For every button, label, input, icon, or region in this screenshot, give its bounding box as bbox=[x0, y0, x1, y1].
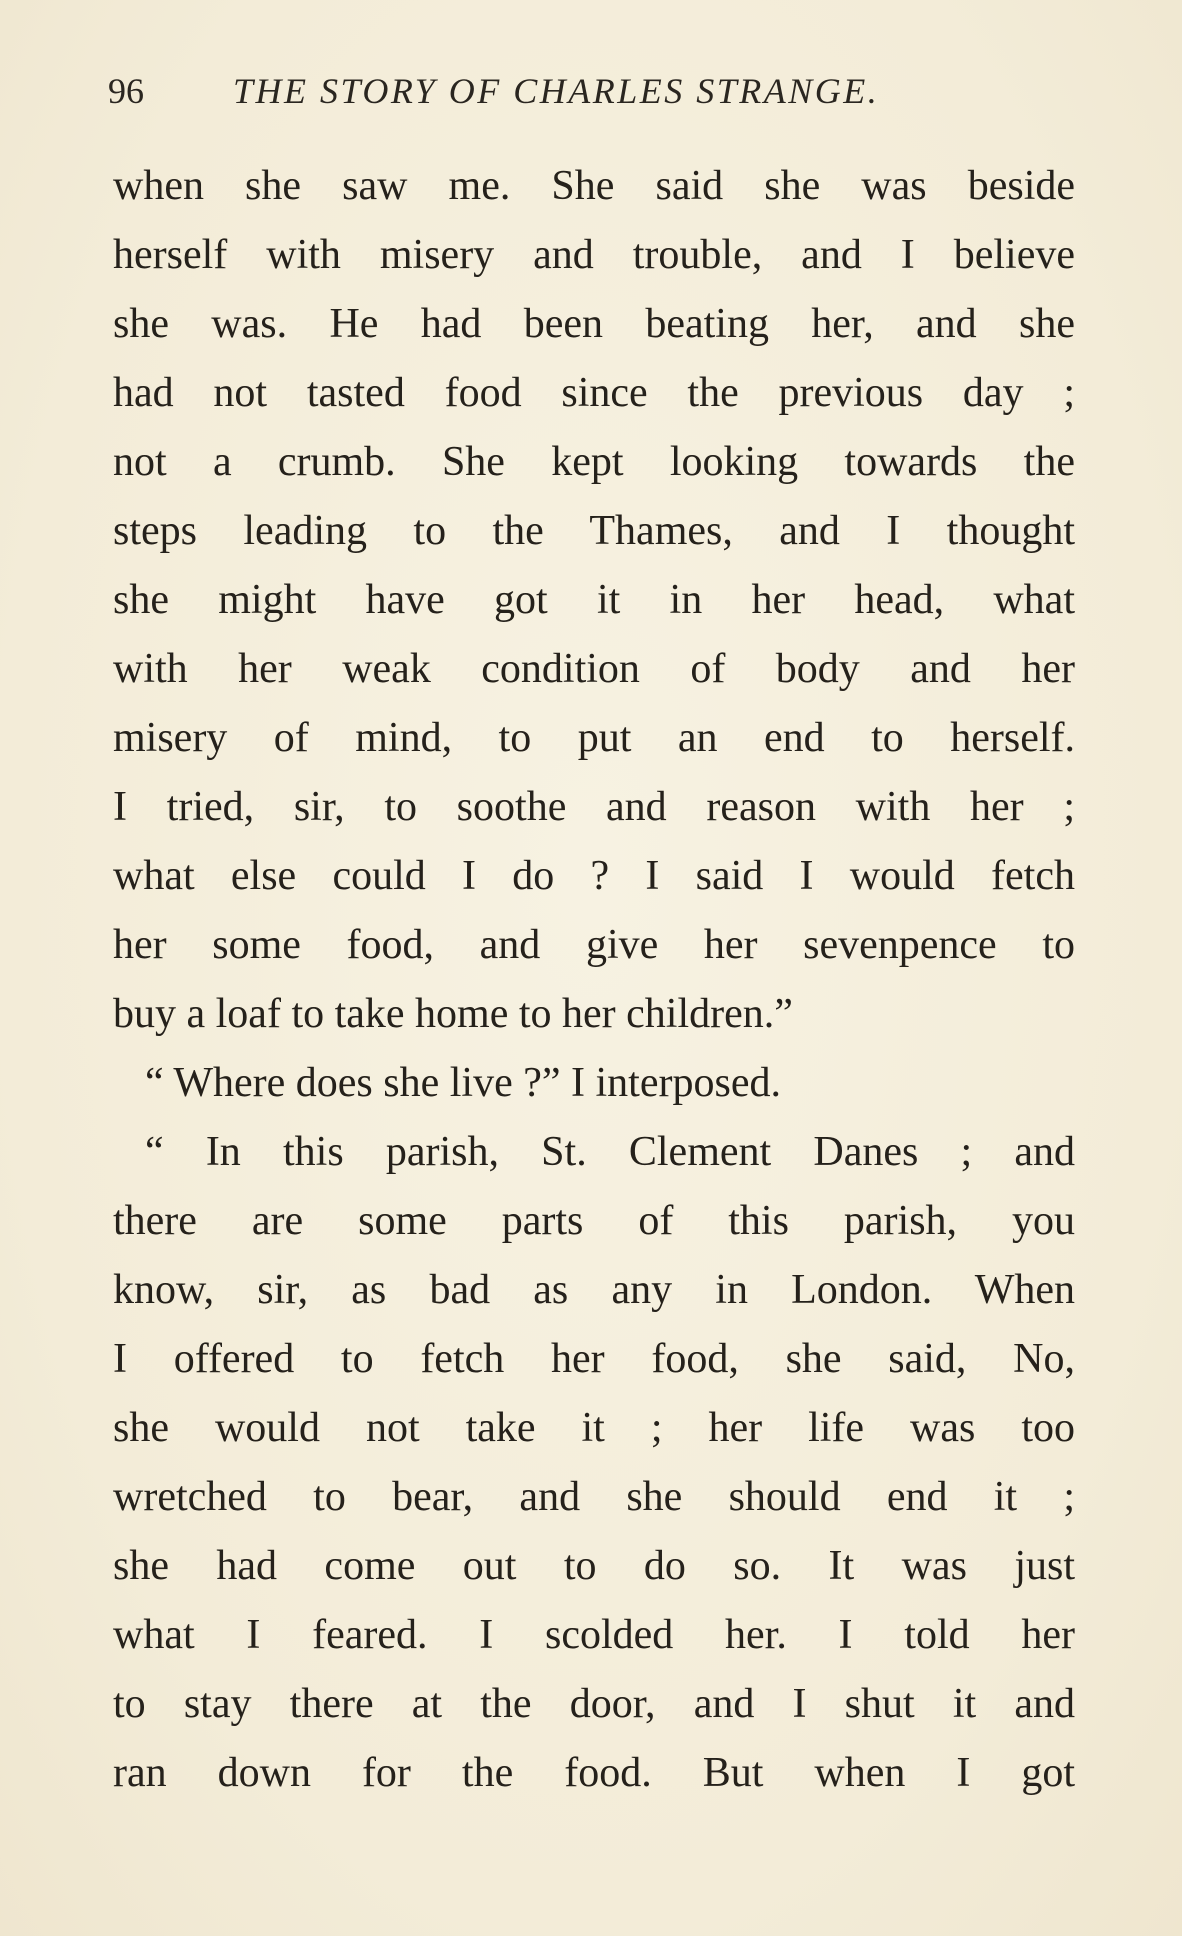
text-line: herself with misery and trouble, and I believe bbox=[113, 232, 1075, 278]
running-title: THE STORY OF CHARLES STRANGE. bbox=[233, 71, 880, 111]
text-line: misery of mind, to put an end to herself. bbox=[113, 715, 1075, 761]
text-line: wretched to bear, and she should end it ; bbox=[113, 1474, 1075, 1520]
text-line: buy a loaf to take home to her children.” bbox=[113, 991, 793, 1037]
text-line: not a crumb. She kept looking towards the bbox=[113, 439, 1075, 485]
text-line: she was. He had been beating her, and she bbox=[113, 301, 1075, 347]
text-line: what I feared. I scolded her. I told her bbox=[113, 1612, 1075, 1658]
text-line: there are some parts of this parish, you bbox=[113, 1198, 1075, 1244]
text-line: “ Where does she live ?” I interposed. bbox=[145, 1060, 781, 1106]
text-line: what else could I do ? I said I would fetch bbox=[113, 853, 1075, 899]
text-line: “ In this parish, St. Clement Danes ; and bbox=[145, 1129, 1075, 1175]
text-line: know, sir, as bad as any in London. When bbox=[113, 1267, 1075, 1313]
text-line: I tried, sir, to soothe and reason with her ; bbox=[113, 784, 1075, 830]
running-header bbox=[108, 66, 1078, 116]
text-line: I offered to fetch her food, she said, No, bbox=[113, 1336, 1075, 1382]
text-line: she had come out to do so. It was just bbox=[113, 1543, 1075, 1589]
text-line: her some food, and give her sevenpence to bbox=[113, 922, 1075, 968]
text-line: with her weak condition of body and her bbox=[113, 646, 1075, 692]
text-line: when she saw me. She said she was beside bbox=[113, 163, 1075, 209]
text-line: she would not take it ; her life was too bbox=[113, 1405, 1075, 1451]
text-line: steps leading to the Thames, and I thought bbox=[113, 508, 1075, 554]
body-text bbox=[113, 152, 1075, 1808]
text-line: ran down for the food. But when I got bbox=[113, 1750, 1075, 1796]
page-number: 96 bbox=[108, 71, 144, 111]
text-line: to stay there at the door, and I shut it and bbox=[113, 1681, 1075, 1727]
text-line: had not tasted food since the previous day ; bbox=[113, 370, 1075, 416]
text-line: she might have got it in her head, what bbox=[113, 577, 1075, 623]
